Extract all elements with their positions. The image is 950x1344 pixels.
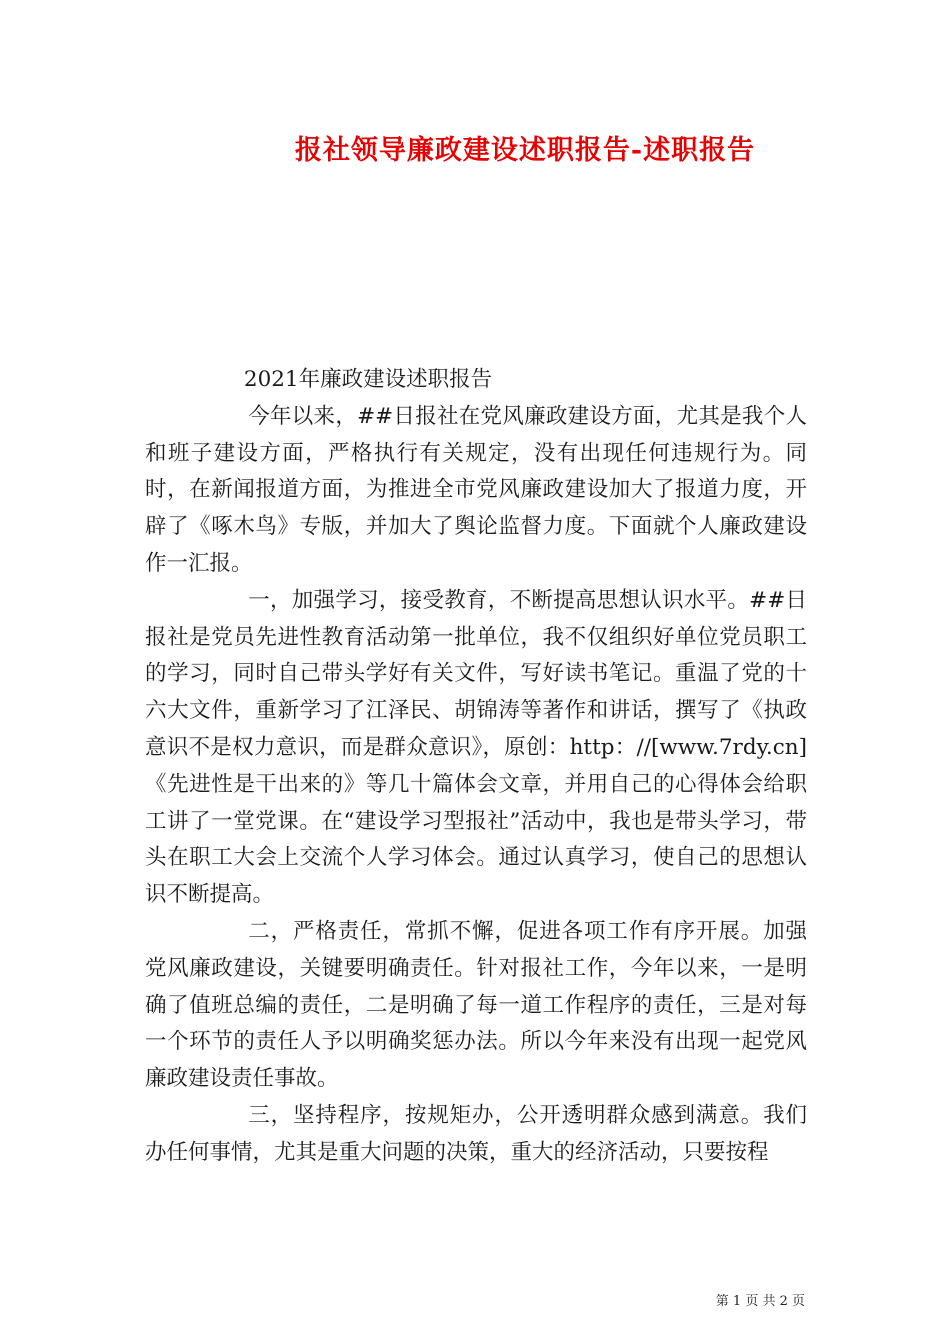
report-heading: 2021年廉政建设述职报告: [243, 367, 493, 392]
paragraph-procedure: 三，坚持程序，按规矩办，公开透明群众感到满意。我们办任何事情，尤其是重大问题的决策，重大的经济活动，只要按程: [145, 1102, 807, 1165]
paragraph-responsibility: 二，严格责任，常抓不懈，促进各项工作有序开展。加强党风廉政建设，关键要明确责任。针对报社工作，今年以来，一是明确了值班总编的责任，二是明确了每一道工作程序的责任，三是对每一个环节的责任人予以明确奖惩办法。所以今年来没有出现一起党风廉政建设责任事故。: [145, 918, 807, 1092]
document-title: 报社领导廉政建设述职报告-述职报告: [294, 135, 756, 166]
paragraph-intro: 今年以来，##日报社在党风廉政建设方面，尤其是我个人和班子建设方面，严格执行有关规定，没有出现任何违规行为。同时，在新闻报道方面，为推进全市党风廉政建设加大了报道力度，开辟了《啄木鸟》专版，并加大了舆论监督力度。下面就个人廉政建设作一汇报。: [145, 403, 807, 576]
page-number: 第 1 页 共 2 页: [715, 1294, 805, 1309]
document-body: [145, 362, 807, 1172]
paragraph-study: 一，加强学习，接受教育，不断提高思想认识水平。##日报社是党员先进性教育活动第一批单位，我不仅组织好单位党员职工的学习，同时自己带头学好有关文件，写好读书笔记。重温了党的十六大文件，重新学习了江泽民、胡锦涛等著作和讲话，撰写了《执政意识不是权力意识，而是群众意识》，原创：http：//[www.7rdy.cn]《先进性是干出来的》等几十篇体会文章，并用自己的心得体会给职工讲了一堂党课。在“建设学习型报社”活动中，我也是带头学习，带头在职工大会上交流个人学习体会。通过认真学习，使自己的思想认识不断提高。: [145, 587, 807, 908]
